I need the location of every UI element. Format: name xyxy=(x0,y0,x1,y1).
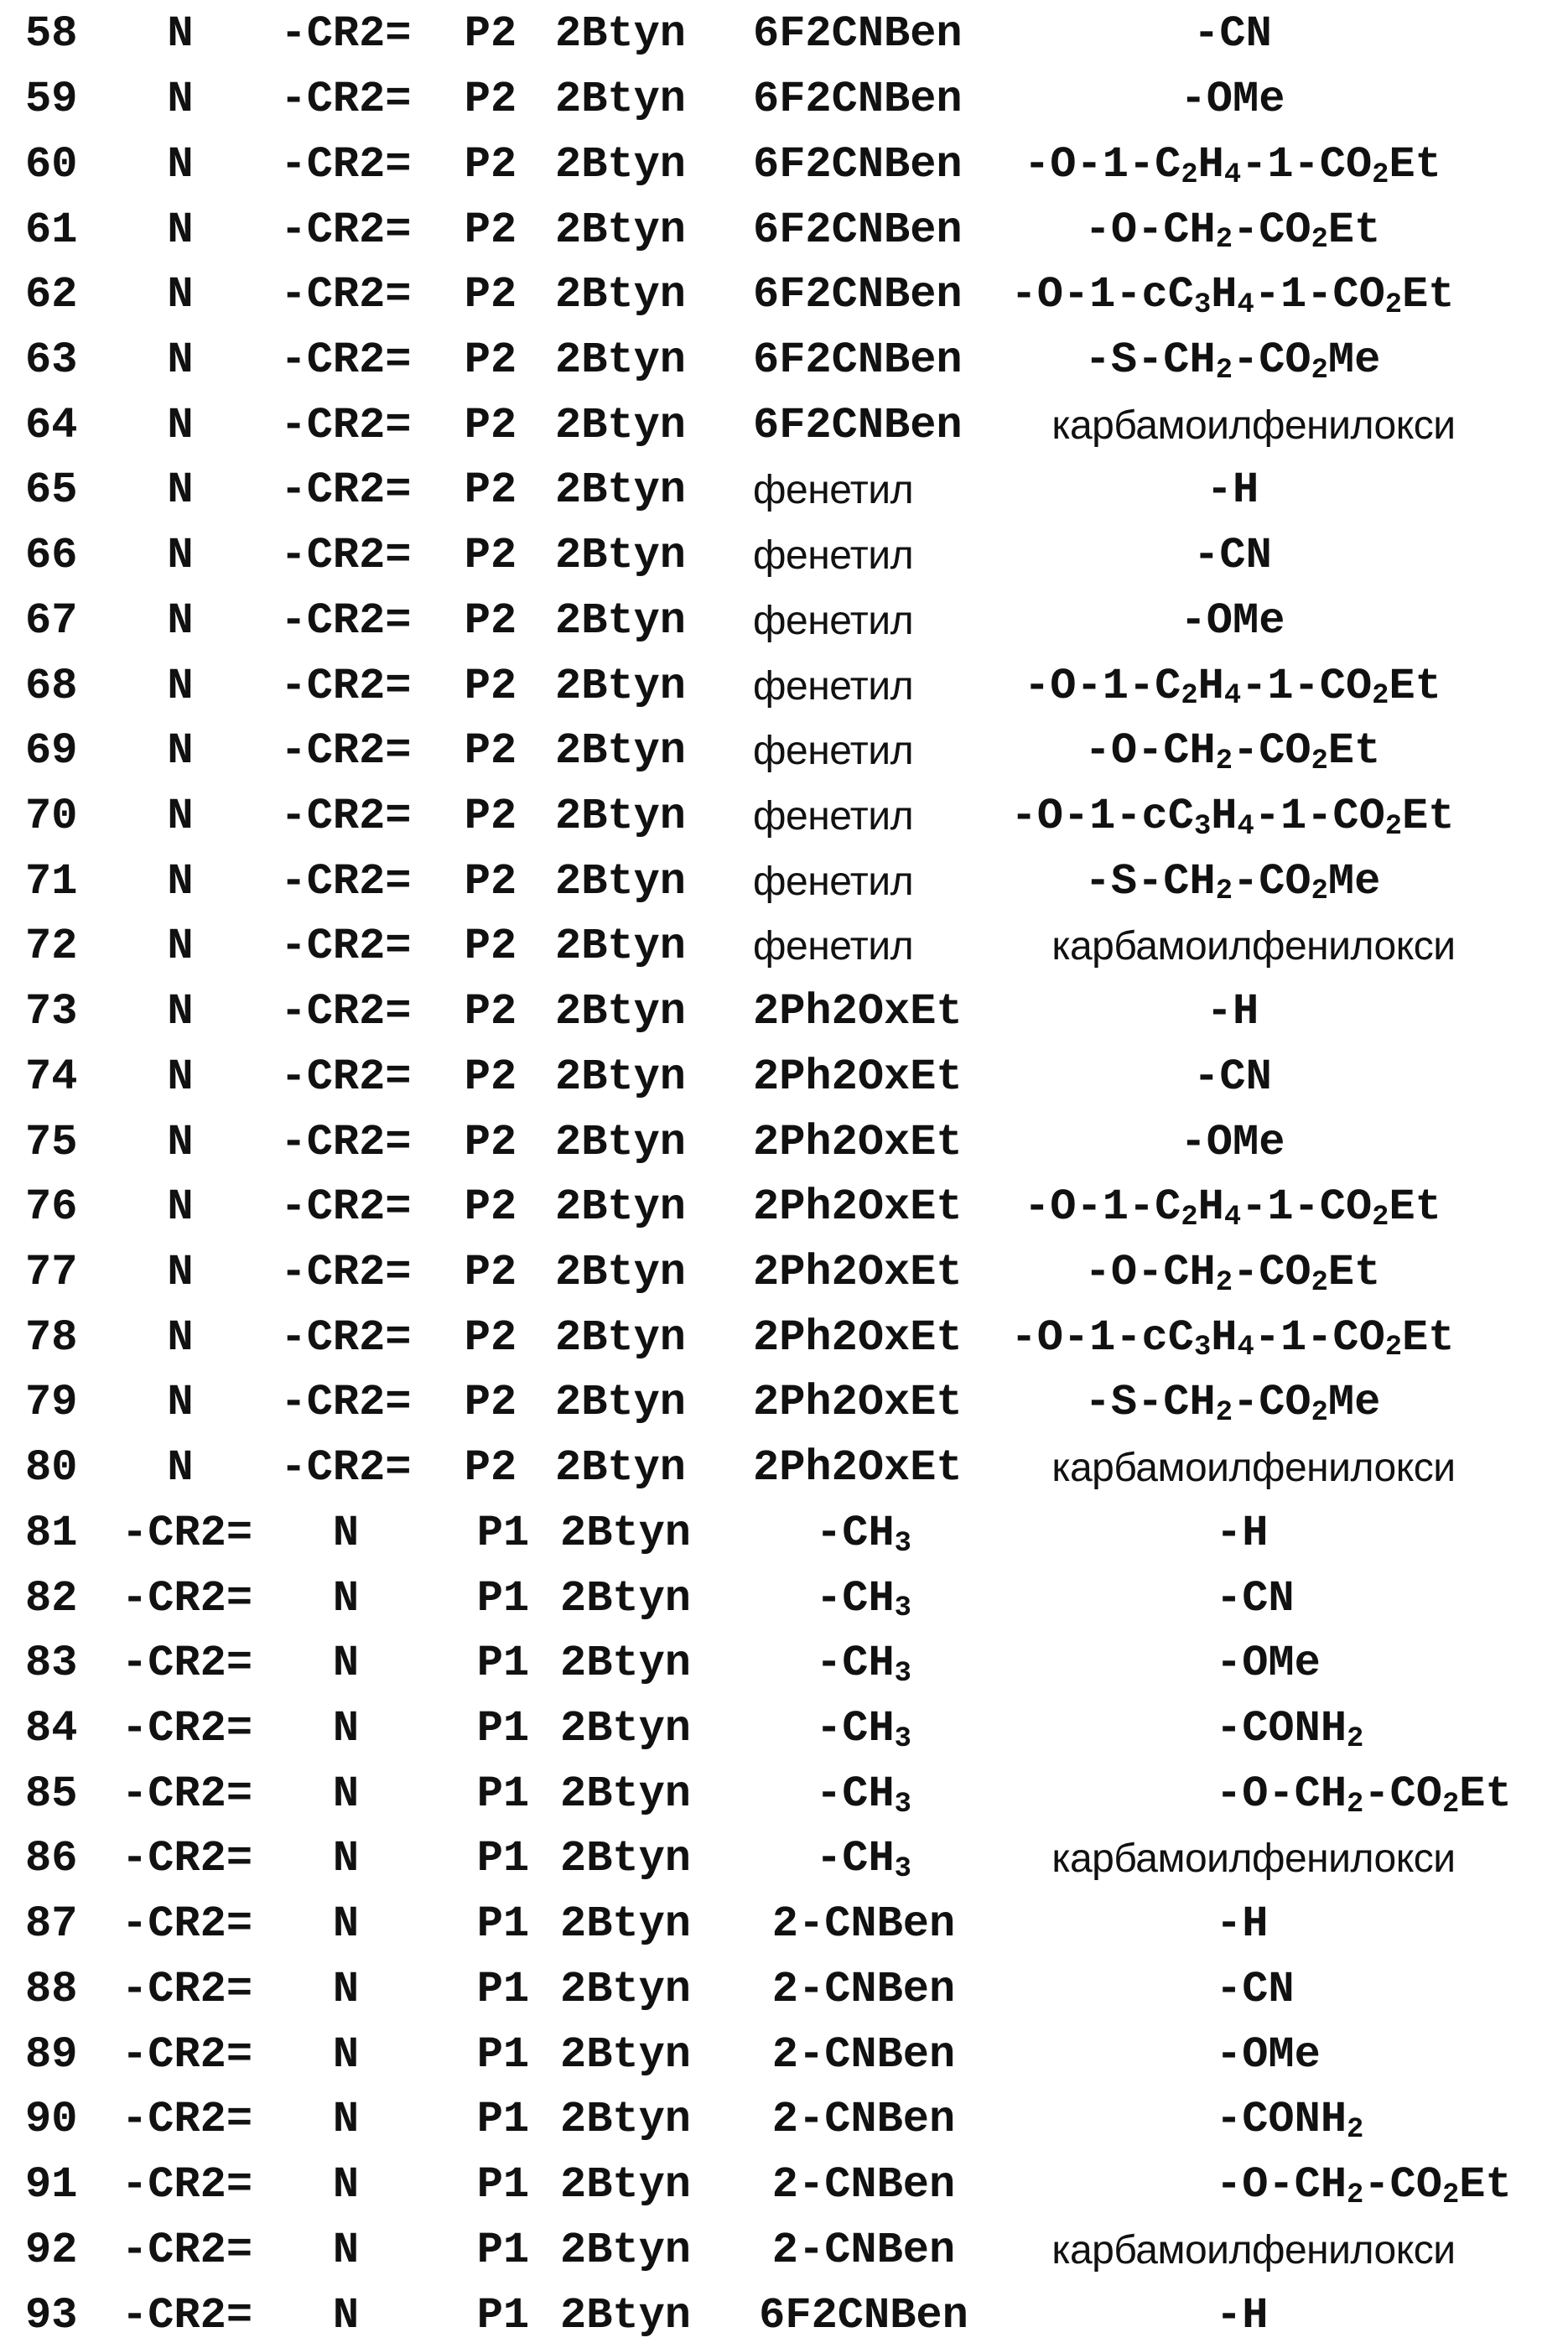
row-number: 66 xyxy=(25,531,78,581)
r2-substituent-value: $-CONH_2$ xyxy=(1216,2095,1364,2147)
r1-substituent-value: фенетил xyxy=(753,663,914,709)
r2-substituent-value: $-O-CH_2-CO_2Et$ xyxy=(1216,1769,1512,1821)
table-row xyxy=(0,1892,1568,1957)
r1-substituent-value: $-CH_3$ xyxy=(816,1834,911,1886)
w-value: 2Btyn xyxy=(554,987,687,1037)
x1-value: -CR2= xyxy=(122,2095,253,2145)
row-number: 81 xyxy=(25,1508,78,1558)
w-value: 2Btyn xyxy=(559,1639,692,1689)
table-row xyxy=(0,1631,1568,1696)
table-row xyxy=(0,1175,1568,1240)
r2-substituent-value: $-S-CH_2-CO_2Me$ xyxy=(1084,335,1381,387)
table-row xyxy=(0,1240,1568,1306)
x2-value: -CR2= xyxy=(280,1182,412,1233)
x1-value: -CR2= xyxy=(122,1573,253,1623)
w-value: 2Btyn xyxy=(554,791,687,841)
table-row xyxy=(0,914,1568,979)
x2-value: -CR2= xyxy=(280,335,412,385)
p-value: P1 xyxy=(476,1639,530,1689)
x2-value: -CR2= xyxy=(280,791,412,841)
row-number: 68 xyxy=(25,661,78,711)
r1-substituent-value: 6F2CNBen xyxy=(753,205,963,255)
table-row xyxy=(0,849,1568,914)
x2-value: -CR2= xyxy=(280,465,412,516)
row-number: 73 xyxy=(25,987,78,1037)
x2-value: -CR2= xyxy=(280,9,412,60)
row-number: 87 xyxy=(25,1899,78,1950)
x1-value: -CR2= xyxy=(122,1639,253,1689)
w-value: 2Btyn xyxy=(554,661,687,711)
r1-substituent-value: 2Ph2OxEt xyxy=(753,1182,963,1233)
r1-substituent-value: 2-CNBen xyxy=(771,1899,956,1950)
row-number: 61 xyxy=(25,205,78,255)
r2-substituent-value: -H xyxy=(1216,2290,1269,2340)
r2-substituent-value: $-O-CH_2-CO_2Et$ xyxy=(1084,726,1381,778)
x1-value: N xyxy=(167,205,194,255)
table-row xyxy=(0,2087,1568,2153)
table-row xyxy=(0,67,1568,132)
x2-value: -CR2= xyxy=(280,726,412,777)
r1-substituent-value: 6F2CNBen xyxy=(753,75,963,125)
x2-value: N xyxy=(332,1834,360,1884)
r2-substituent-value: $-O-1-cC_3H_4-1-CO_2Et$ xyxy=(1010,270,1455,321)
r1-substituent-value: 6F2CNBen xyxy=(759,2290,968,2340)
p-value: P1 xyxy=(476,2160,530,2210)
p-value: P2 xyxy=(464,1378,517,1428)
p-value: P2 xyxy=(464,465,517,516)
row-number: 80 xyxy=(25,1443,78,1493)
x1-value: N xyxy=(167,465,194,516)
row-number: 82 xyxy=(25,1573,78,1623)
p-value: P1 xyxy=(476,1899,530,1950)
w-value: 2Btyn xyxy=(559,1704,692,1754)
table-row xyxy=(0,1957,1568,2023)
r2-substituent-value: -H xyxy=(1206,987,1259,1037)
row-number: 86 xyxy=(25,1834,78,1884)
p-value: P2 xyxy=(464,726,517,777)
r1-substituent-value: $-CH_3$ xyxy=(816,1508,911,1560)
x1-value: -CR2= xyxy=(122,2290,253,2340)
r1-substituent-value: фенетил xyxy=(753,468,914,513)
r1-substituent-value: 2Ph2OxEt xyxy=(753,1312,963,1363)
p-value: P2 xyxy=(464,9,517,60)
x2-value: N xyxy=(332,1704,360,1754)
w-value: 2Btyn xyxy=(559,1899,692,1950)
p-value: P1 xyxy=(476,1964,530,2014)
x1-value: N xyxy=(167,531,194,581)
x2-value: N xyxy=(332,1899,360,1950)
x2-value: -CR2= xyxy=(280,205,412,255)
w-value: 2Btyn xyxy=(559,1769,692,1819)
w-value: 2Btyn xyxy=(554,1248,687,1298)
row-number: 91 xyxy=(25,2160,78,2210)
row-number: 84 xyxy=(25,1704,78,1754)
r1-substituent-value: 2-CNBen xyxy=(771,1964,956,2014)
row-number: 70 xyxy=(25,791,78,841)
row-number: 79 xyxy=(25,1378,78,1428)
r1-substituent-value: фенетил xyxy=(753,924,914,969)
x1-value: N xyxy=(167,1117,194,1167)
w-value: 2Btyn xyxy=(554,1312,687,1363)
table-row xyxy=(0,1761,1568,1826)
p-value: P1 xyxy=(476,2225,530,2275)
r1-substituent-value: 6F2CNBen xyxy=(753,270,963,320)
r2-substituent-value: -CN xyxy=(1193,531,1272,581)
p-value: P1 xyxy=(476,2029,530,2080)
p-value: P2 xyxy=(464,922,517,972)
x2-value: N xyxy=(332,1508,360,1558)
table-row xyxy=(0,2022,1568,2087)
x2-value: -CR2= xyxy=(280,1052,412,1102)
x2-value: N xyxy=(332,2290,360,2340)
r1-substituent-value: 6F2CNBen xyxy=(753,9,963,60)
x1-value: N xyxy=(167,856,194,906)
row-number: 83 xyxy=(25,1639,78,1689)
r2-substituent-value: -CN xyxy=(1216,1573,1295,1623)
x1-value: N xyxy=(167,1312,194,1363)
row-number: 75 xyxy=(25,1117,78,1167)
r2-substituent-value: $-O-1-C_2H_4-1-CO_2Et$ xyxy=(1024,1182,1441,1234)
row-number: 58 xyxy=(25,9,78,60)
r1-substituent-value: 6F2CNBen xyxy=(753,335,963,385)
r2-substituent-value: -OMe xyxy=(1216,1639,1321,1689)
r1-substituent-value: 2Ph2OxEt xyxy=(753,1052,963,1102)
p-value: P2 xyxy=(464,400,517,450)
r1-substituent-value: фенетил xyxy=(753,598,914,643)
x2-value: N xyxy=(332,2029,360,2080)
x2-value: -CR2= xyxy=(280,922,412,972)
p-value: P1 xyxy=(476,2095,530,2145)
x2-value: -CR2= xyxy=(280,139,412,190)
x2-value: -CR2= xyxy=(280,1443,412,1493)
r1-substituent-value: фенетил xyxy=(753,533,914,579)
row-number: 85 xyxy=(25,1769,78,1819)
r2-substituent-value: карбамоилфенилокси xyxy=(1051,2227,1456,2273)
row-number: 90 xyxy=(25,2095,78,2145)
w-value: 2Btyn xyxy=(554,335,687,385)
r2-substituent-value: $-CONH_2$ xyxy=(1216,1704,1364,1755)
r2-substituent-value: -H xyxy=(1216,1508,1269,1558)
w-value: 2Btyn xyxy=(559,2095,692,2145)
row-number: 63 xyxy=(25,335,78,385)
r2-substituent-value: $-O-CH_2-CO_2Et$ xyxy=(1084,1248,1381,1299)
p-value: P2 xyxy=(464,270,517,320)
p-value: P2 xyxy=(464,1312,517,1363)
p-value: P2 xyxy=(464,75,517,125)
w-value: 2Btyn xyxy=(559,1508,692,1558)
x1-value: N xyxy=(167,1052,194,1102)
r1-substituent-value: $-CH_3$ xyxy=(816,1704,911,1755)
w-value: 2Btyn xyxy=(554,1378,687,1428)
x2-value: N xyxy=(332,2160,360,2210)
r2-substituent-value: -CN xyxy=(1193,1052,1272,1102)
r2-substituent-value: карбамоилфенилокси xyxy=(1051,924,1456,969)
x1-value: N xyxy=(167,1182,194,1233)
x1-value: N xyxy=(167,661,194,711)
w-value: 2Btyn xyxy=(554,400,687,450)
r1-substituent-value: 2-CNBen xyxy=(771,2225,956,2275)
row-number: 78 xyxy=(25,1312,78,1363)
x1-value: -CR2= xyxy=(122,2029,253,2080)
p-value: P1 xyxy=(476,1508,530,1558)
p-value: P2 xyxy=(464,661,517,711)
w-value: 2Btyn xyxy=(559,2029,692,2080)
r1-substituent-value: 2-CNBen xyxy=(771,2160,956,2210)
r1-substituent-value: 6F2CNBen xyxy=(753,139,963,190)
table-row xyxy=(0,1305,1568,1370)
row-number: 77 xyxy=(25,1248,78,1298)
row-number: 59 xyxy=(25,75,78,125)
x1-value: -CR2= xyxy=(122,2225,253,2275)
table-row xyxy=(0,1109,1568,1175)
table-row xyxy=(0,1566,1568,1631)
substituent-table xyxy=(0,2,1568,2348)
x1-value: -CR2= xyxy=(122,1769,253,1819)
table-row xyxy=(0,588,1568,653)
x2-value: N xyxy=(332,1769,360,1819)
table-row xyxy=(0,1826,1568,1892)
x2-value: -CR2= xyxy=(280,270,412,320)
row-number: 89 xyxy=(25,2029,78,2080)
table-row xyxy=(0,784,1568,849)
r2-substituent-value: -OMe xyxy=(1216,2029,1321,2080)
p-value: P2 xyxy=(464,595,517,646)
r2-substituent-value: карбамоилфенилокси xyxy=(1051,403,1456,448)
r1-substituent-value: 6F2CNBen xyxy=(753,400,963,450)
w-value: 2Btyn xyxy=(554,75,687,125)
x1-value: N xyxy=(167,791,194,841)
r1-substituent-value: 2-CNBen xyxy=(771,2029,956,2080)
row-number: 72 xyxy=(25,922,78,972)
r1-substituent-value: 2-CNBen xyxy=(771,2095,956,2145)
x2-value: -CR2= xyxy=(280,400,412,450)
p-value: P2 xyxy=(464,791,517,841)
p-value: P1 xyxy=(476,1769,530,1819)
r2-substituent-value: -OMe xyxy=(1180,1117,1285,1167)
p-value: P2 xyxy=(464,1443,517,1493)
w-value: 2Btyn xyxy=(554,465,687,516)
row-number: 93 xyxy=(25,2290,78,2340)
r2-substituent-value: $-S-CH_2-CO_2Me$ xyxy=(1084,1378,1381,1430)
row-number: 71 xyxy=(25,856,78,906)
x1-value: -CR2= xyxy=(122,1508,253,1558)
r2-substituent-value: -H xyxy=(1206,465,1259,516)
r1-substituent-value: фенетил xyxy=(753,729,914,774)
row-number: 64 xyxy=(25,400,78,450)
r2-substituent-value: -CN xyxy=(1216,1964,1295,2014)
table-row xyxy=(0,523,1568,589)
table-row xyxy=(0,2153,1568,2218)
table-row xyxy=(0,1501,1568,1566)
r1-substituent-value: 2Ph2OxEt xyxy=(753,987,963,1037)
p-value: P1 xyxy=(476,2290,530,2340)
r1-substituent-value: $-CH_3$ xyxy=(816,1769,911,1821)
row-number: 60 xyxy=(25,139,78,190)
row-number: 69 xyxy=(25,726,78,777)
r1-substituent-value: 2Ph2OxEt xyxy=(753,1117,963,1167)
r2-substituent-value: карбамоилфенилокси xyxy=(1051,1446,1456,1491)
x1-value: N xyxy=(167,922,194,972)
w-value: 2Btyn xyxy=(559,1964,692,2014)
x2-value: N xyxy=(332,1964,360,2014)
r1-substituent-value: фенетил xyxy=(753,859,914,904)
x1-value: N xyxy=(167,270,194,320)
table-row xyxy=(0,1370,1568,1436)
w-value: 2Btyn xyxy=(554,9,687,60)
r1-substituent-value: $-CH_3$ xyxy=(816,1573,911,1625)
p-value: P1 xyxy=(476,1704,530,1754)
r1-substituent-value: 2Ph2OxEt xyxy=(753,1378,963,1428)
table-row xyxy=(0,2283,1568,2348)
r2-substituent-value: $-S-CH_2-CO_2Me$ xyxy=(1084,856,1381,908)
p-value: P2 xyxy=(464,987,517,1037)
x1-value: N xyxy=(167,1443,194,1493)
row-number: 76 xyxy=(25,1182,78,1233)
row-number: 74 xyxy=(25,1052,78,1102)
r1-substituent-value: фенетил xyxy=(753,793,914,839)
r2-substituent-value: -OMe xyxy=(1180,75,1285,125)
w-value: 2Btyn xyxy=(554,531,687,581)
x1-value: N xyxy=(167,726,194,777)
table-row xyxy=(0,2217,1568,2283)
r2-substituent-value: -H xyxy=(1216,1899,1269,1950)
w-value: 2Btyn xyxy=(554,139,687,190)
table-row xyxy=(0,132,1568,197)
r2-substituent-value: $-O-1-cC_3H_4-1-CO_2Et$ xyxy=(1010,1312,1455,1364)
w-value: 2Btyn xyxy=(554,595,687,646)
r2-substituent-value: карбамоилфенилокси xyxy=(1051,1836,1456,1882)
r2-substituent-value: -CN xyxy=(1193,9,1272,60)
r1-substituent-value: 2Ph2OxEt xyxy=(753,1443,963,1493)
x1-value: N xyxy=(167,335,194,385)
w-value: 2Btyn xyxy=(554,922,687,972)
x2-value: -CR2= xyxy=(280,987,412,1037)
r2-substituent-value: $-O-1-C_2H_4-1-CO_2Et$ xyxy=(1024,139,1441,191)
p-value: P2 xyxy=(464,1052,517,1102)
r2-substituent-value: $-O-1-C_2H_4-1-CO_2Et$ xyxy=(1024,661,1441,713)
r1-substituent-value: $-CH_3$ xyxy=(816,1639,911,1691)
x1-value: -CR2= xyxy=(122,1899,253,1950)
x2-value: -CR2= xyxy=(280,595,412,646)
x1-value: N xyxy=(167,139,194,190)
x2-value: -CR2= xyxy=(280,1117,412,1167)
table-row xyxy=(0,979,1568,1045)
x2-value: -CR2= xyxy=(280,856,412,906)
x2-value: -CR2= xyxy=(280,1378,412,1428)
r2-substituent-value: $-O-CH_2-CO_2Et$ xyxy=(1084,205,1381,257)
x2-value: -CR2= xyxy=(280,661,412,711)
p-value: P2 xyxy=(464,856,517,906)
w-value: 2Btyn xyxy=(559,1573,692,1623)
row-number: 62 xyxy=(25,270,78,320)
w-value: 2Btyn xyxy=(554,1117,687,1167)
w-value: 2Btyn xyxy=(554,856,687,906)
x2-value: -CR2= xyxy=(280,1248,412,1298)
x1-value: N xyxy=(167,75,194,125)
table-row xyxy=(0,1045,1568,1110)
x2-value: -CR2= xyxy=(280,1312,412,1363)
x1-value: N xyxy=(167,1248,194,1298)
x2-value: N xyxy=(332,1573,360,1623)
x1-value: N xyxy=(167,987,194,1037)
x1-value: -CR2= xyxy=(122,1834,253,1884)
w-value: 2Btyn xyxy=(554,1182,687,1233)
p-value: P2 xyxy=(464,139,517,190)
w-value: 2Btyn xyxy=(559,2160,692,2210)
w-value: 2Btyn xyxy=(554,1052,687,1102)
table-row xyxy=(0,653,1568,719)
table-row xyxy=(0,2,1568,67)
w-value: 2Btyn xyxy=(559,1834,692,1884)
table-row xyxy=(0,1696,1568,1762)
p-value: P2 xyxy=(464,205,517,255)
row-number: 88 xyxy=(25,1964,78,2014)
p-value: P2 xyxy=(464,1182,517,1233)
table-row xyxy=(0,719,1568,784)
x1-value: N xyxy=(167,9,194,60)
r2-substituent-value: $-O-CH_2-CO_2Et$ xyxy=(1216,2160,1512,2211)
row-number: 67 xyxy=(25,595,78,646)
w-value: 2Btyn xyxy=(559,2225,692,2275)
x1-value: -CR2= xyxy=(122,2160,253,2210)
table-row xyxy=(0,328,1568,393)
table-row xyxy=(0,262,1568,328)
p-value: P1 xyxy=(476,1834,530,1884)
r1-substituent-value: 2Ph2OxEt xyxy=(753,1248,963,1298)
p-value: P2 xyxy=(464,1117,517,1167)
p-value: P1 xyxy=(476,1573,530,1623)
p-value: P2 xyxy=(464,335,517,385)
table-row xyxy=(0,197,1568,262)
table-row xyxy=(0,458,1568,523)
table-row xyxy=(0,1436,1568,1501)
x1-value: -CR2= xyxy=(122,1964,253,2014)
x1-value: N xyxy=(167,595,194,646)
w-value: 2Btyn xyxy=(554,1443,687,1493)
x2-value: N xyxy=(332,2095,360,2145)
w-value: 2Btyn xyxy=(554,726,687,777)
x2-value: -CR2= xyxy=(280,531,412,581)
r2-substituent-value: $-O-1-cC_3H_4-1-CO_2Et$ xyxy=(1010,791,1455,843)
r2-substituent-value: -OMe xyxy=(1180,595,1285,646)
x2-value: -CR2= xyxy=(280,75,412,125)
w-value: 2Btyn xyxy=(559,2290,692,2340)
table-row xyxy=(0,392,1568,458)
w-value: 2Btyn xyxy=(554,270,687,320)
x1-value: N xyxy=(167,400,194,450)
x2-value: N xyxy=(332,2225,360,2275)
x1-value: -CR2= xyxy=(122,1704,253,1754)
p-value: P2 xyxy=(464,1248,517,1298)
row-number: 65 xyxy=(25,465,78,516)
row-number: 92 xyxy=(25,2225,78,2275)
w-value: 2Btyn xyxy=(554,205,687,255)
x1-value: N xyxy=(167,1378,194,1428)
x2-value: N xyxy=(332,1639,360,1689)
p-value: P2 xyxy=(464,531,517,581)
